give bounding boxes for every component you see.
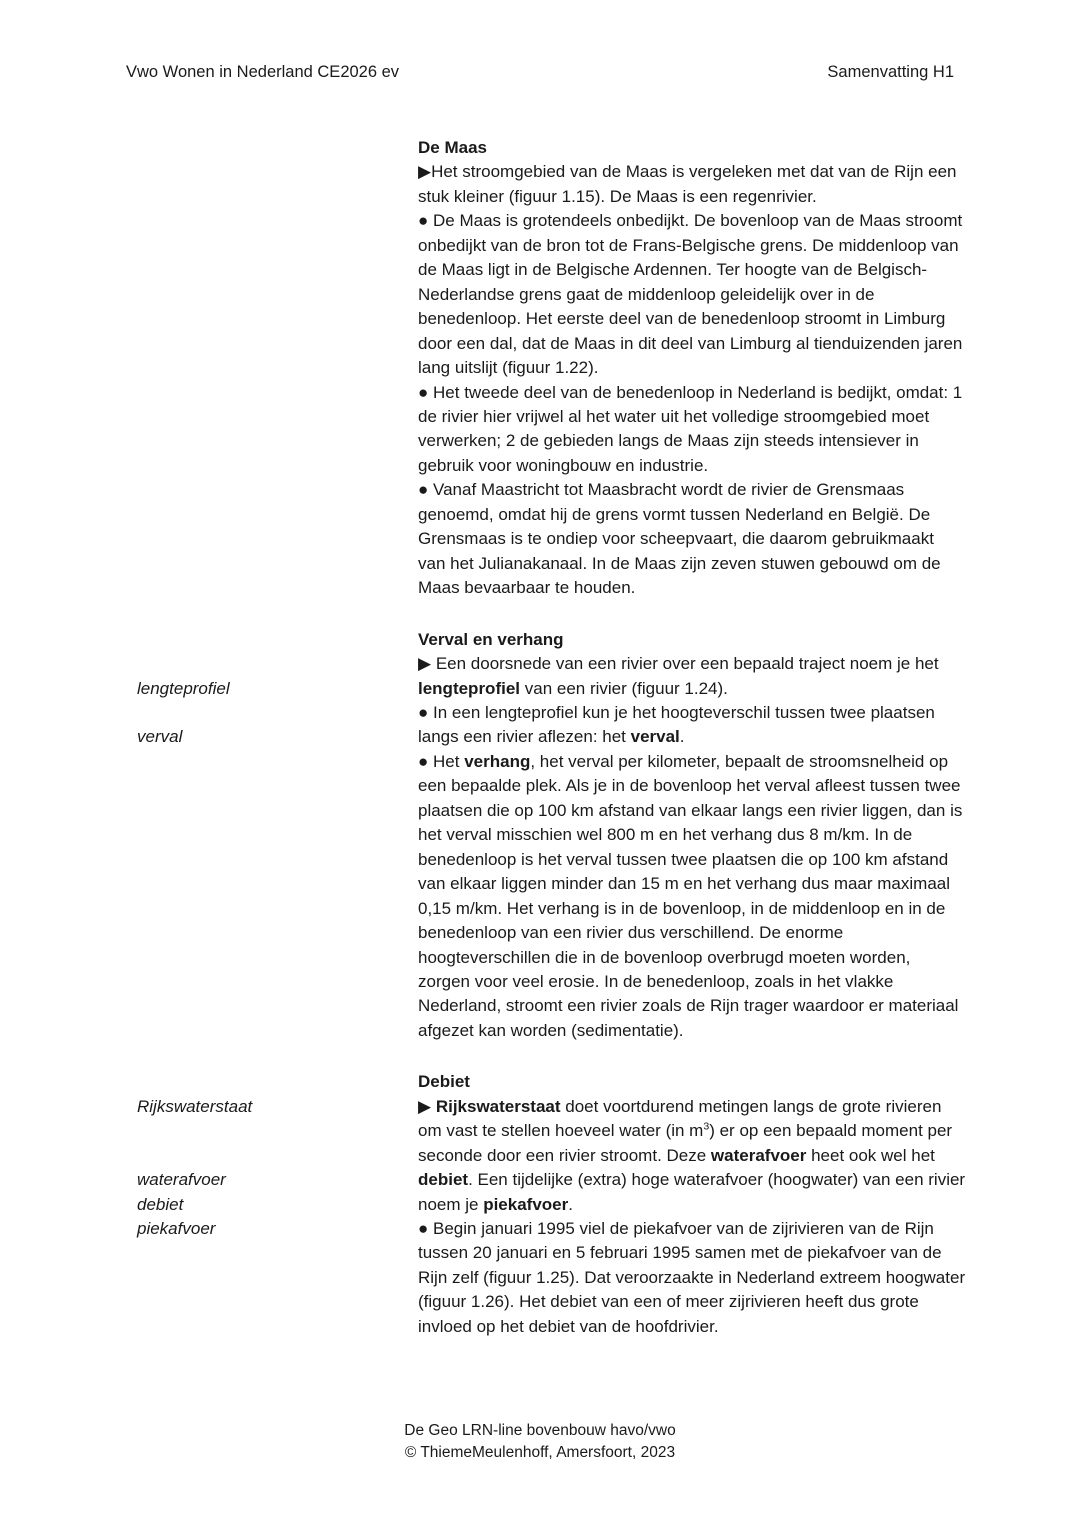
paragraph-debiet-2-text: Begin januari 1995 viel de piekafvoer van de zijrivieren van de Rijn tussen 20 januari en 5 februari 1995 samen met de piekafvoer van de Rijn zelf (figuur 1.25). Dat veroorzaakte in Nederland extreem hoogwater (figuur 1.26). Het debiet van een of meer zijrivieren heeft dus grote invloed op het debiet van de hoofdrivier.: [418, 1219, 966, 1336]
margin-keywords-debiet: [137, 1095, 402, 1242]
page-header: [126, 62, 954, 83]
term-piekafvoer: piekafvoer: [483, 1194, 569, 1214]
paragraph-maas-4-text: Vanaf Maastricht tot Maasbracht wordt de rivier de Grensmaas genoemd, omdat hij de grens vormt tussen Nederland en België. De Grensmaas is te ondiep voor scheepvaart, die daarom gebruikmaakt van het Julianakanaal. In de Maas zijn zeven stuwen gebouwd om de Maas bevaarbaar te houden.: [418, 480, 941, 598]
section-heading-de-maas: De Maas: [418, 138, 487, 157]
section-verval-text: [418, 628, 966, 1044]
paragraph-debiet-1: [418, 1095, 966, 1217]
section-heading-debiet: Debiet: [418, 1072, 470, 1092]
margin-keyword-spacer: [137, 701, 402, 725]
header-right-title: Samenvatting H1: [827, 63, 954, 81]
paragraph-verval-1-text-a: Een doorsnede van een rivier over een bepaald traject noem je het: [435, 654, 939, 674]
margin-keyword-debiet: debiet: [137, 1194, 184, 1214]
paragraph-maas-3: [418, 381, 966, 479]
margin-keyword-spacer: [137, 1144, 402, 1168]
paragraph-maas-2: [418, 209, 966, 380]
page-footer: [0, 1420, 1080, 1464]
paragraph-debiet-1-text-e: .: [568, 1194, 573, 1214]
bullet-marker-icon: ●: [418, 1219, 429, 1239]
bullet-marker-icon: ●: [418, 751, 429, 771]
paragraph-verval-2: [418, 701, 966, 750]
section-debiet: [0, 1070, 1080, 1339]
term-verval: verval: [630, 727, 680, 747]
term-lengteprofiel: lengteprofiel: [418, 678, 521, 698]
margin-keyword-waterafvoer: waterafvoer: [137, 1170, 226, 1190]
arrow-marker-icon: ▶: [418, 162, 432, 182]
bullet-marker-icon: ●: [418, 211, 429, 231]
section-de-maas: [0, 136, 1080, 601]
bullet-marker-icon: ●: [418, 382, 429, 402]
margin-keywords-verval: [137, 677, 402, 750]
header-left-title: Vwo Wonen in Nederland CE2026 ev: [126, 63, 400, 81]
superscript-cubic: 3: [703, 1120, 710, 1133]
paragraph-verval-3-text-b: , het verval per kilometer, bepaalt de stroomsnelheid op een bepaalde plek. Als je in de bovenloop het verval afleest tussen twee plaatsen die op 100 km afstand van elkaar langs een rivier liggen, dan is het verval misschien wel 800 m en het verhang dus 8 m/km. In de benedenloop is het verval tussen twee plaatsen die op 100 km afstand van elkaar liggen minder dan 15 m en het verhang dus maar maximaal 0,15 m/km. Het verhang is in de bovenloop, in de middenloop en in de benedenloop van een rivier dus verschillend. De enorme hoogteverschillen die in de bovenloop overbrugd moeten worden, zorgen voor veel erosie. In de benedenloop, zoals in het vlakke Nederland, stroomt een rivier zoals de Rijn trager waardoor er materiaal afgezet kan worden (sedimentatie).: [418, 751, 963, 1040]
paragraph-verval-3: [418, 750, 966, 1043]
margin-keyword-lengteprofiel: lengteprofiel: [137, 678, 230, 698]
paragraph-verval-1-text-b: van een rivier (figuur 1.24).: [520, 678, 728, 698]
term-verhang: verhang: [464, 751, 531, 771]
term-waterafvoer: waterafvoer: [710, 1145, 807, 1165]
paragraph-verval-2-text-a: In een lengteprofiel kun je het hoogteverschil tussen twee plaatsen langs een rivier aflezen: het: [418, 702, 935, 747]
paragraph-maas-4: [418, 478, 966, 600]
bullet-marker-icon: ●: [418, 480, 429, 500]
paragraph-maas-1: [418, 160, 966, 209]
term-rijkswaterstaat: Rijkswaterstaat: [435, 1096, 561, 1116]
paragraph-verval-3-text-a: Het: [433, 751, 465, 771]
margin-keyword-piekafvoer: piekafvoer: [137, 1219, 216, 1239]
footer-line-series: De Geo LRN-line bovenbouw havo/vwo: [404, 1422, 676, 1439]
paragraph-debiet-1-text-a: doet voortdurend metingen langs de grote rivieren om vast te stellen hoeveel water (in m: [418, 1096, 942, 1141]
margin-keyword-rijkswaterstaat: Rijkswaterstaat: [137, 1096, 253, 1116]
paragraph-maas-2-text: De Maas is grotendeels onbedijkt. De bovenloop van de Maas stroomt onbedijkt van de bron tot de Frans-Belgische grens. De middenloop van de Maas ligt in de Belgische Ardennen. Ter hoogte van de Belgisch-Nederlandse grens gaat de middenloop geleidelijk over in de benedenloop. Het eerste deel van de benedenloop stroomt in Limburg door een dal, dat de Maas in dit deel van Limburg al tienduizenden jaren lang uitslijt (figuur 1.22).: [418, 211, 963, 378]
section-de-maas-text: [418, 136, 966, 601]
paragraph-debiet-1-text-c: heet ook wel het: [806, 1145, 935, 1165]
margin-keyword-spacer: [137, 1119, 402, 1143]
term-debiet: debiet: [418, 1170, 469, 1190]
paragraph-debiet-1-text-b: ) er op een bepaald moment per seconde door een rivier stroomt. Deze: [418, 1121, 953, 1165]
footer-line-copyright: © ThiemeMeulenhoff, Amersfoort, 2023: [404, 1444, 676, 1461]
section-verval-en-verhang: [0, 628, 1080, 1044]
margin-keyword-verval: verval: [137, 727, 183, 747]
paragraph-verval-1: [418, 652, 966, 701]
section-debiet-text: [418, 1070, 966, 1339]
arrow-marker-icon: ▶: [418, 654, 432, 674]
bullet-marker-icon: ●: [418, 702, 429, 722]
arrow-marker-icon: ▶: [418, 1096, 432, 1116]
paragraph-maas-3-text: Het tweede deel van de benedenloop in Nederland is bedijkt, omdat: 1 de rivier hier vrijwel al het water uit het volledige stroomgebied moet verwerken; 2 de gebieden langs de Maas zijn steeds intensiever in gebruik voor woningbouw en industrie.: [418, 382, 963, 475]
paragraph-debiet-2: [418, 1217, 966, 1339]
document-body: [0, 136, 1080, 1339]
paragraph-debiet-1-text-d: . Een tijdelijke (extra) hoge waterafvoer (hoogwater) van een rivier noem je: [418, 1170, 966, 1214]
section-heading-verval-en-verhang: Verval en verhang: [418, 629, 564, 649]
paragraph-verval-2-text-b: .: [679, 727, 685, 747]
paragraph-maas-1-text: Het stroomgebied van de Maas is vergeleken met dat van de Rijn een stuk kleiner (figuur 1.15). De Maas is een regenrivier.: [418, 162, 957, 206]
